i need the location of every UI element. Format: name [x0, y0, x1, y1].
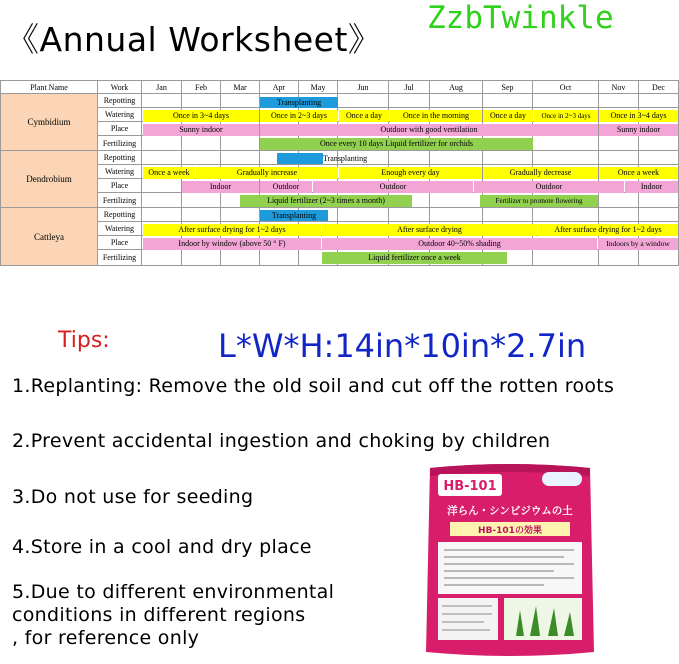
cym-place-bar-1: Sunny indoor: [143, 124, 259, 136]
cat-water-bar-1: After surface drying for 1~2 days: [143, 224, 321, 236]
grid-cell: [221, 250, 260, 266]
month-header-feb: Feb: [182, 80, 221, 94]
grid-cell: [142, 94, 182, 108]
cat-fert-bar-1: Liquid fertilizer once a week: [322, 252, 507, 264]
tip-5-line-1: 5.Due to different environmental: [12, 581, 335, 603]
grid-cell: [430, 151, 483, 165]
annual-worksheet-table: [0, 80, 679, 268]
cym-water-bar-1: Once in 3~4 days: [143, 110, 259, 122]
tip-1: 1.Replanting: Remove the old soil and cut off the rotten roots: [12, 375, 615, 397]
den-water-bar-2: Gradually increase: [196, 167, 338, 179]
grid-cell: [142, 208, 182, 222]
cym-place-bar-2: Outdoor with good ventilation: [260, 124, 598, 136]
den-place-bar-5: Indoor: [625, 181, 678, 193]
tip-2: 2.Prevent accidental ingestion and choking by children: [12, 430, 551, 452]
grid-cell: [338, 208, 389, 222]
den-place-bar-4: Outdoor: [474, 181, 624, 193]
cym-water-bar-7: Once in 3~4 days: [599, 110, 678, 122]
den-fert-bar-2: Fertilizer to promote flowering: [480, 195, 598, 207]
grid-cell: [389, 151, 430, 165]
grid-cell: [221, 136, 260, 151]
grid-cell: [599, 208, 639, 222]
month-header-jan: Jan: [142, 80, 182, 94]
work-label-fertilizing: Fertilizing: [98, 193, 142, 208]
bag-brand-text: HB-101: [443, 479, 497, 494]
grid-cell: [483, 151, 533, 165]
work-label-watering: Watering: [98, 108, 142, 122]
brand-name: ZzbTwinkle: [427, 0, 614, 36]
tip-5-line-2: conditions in different regions: [12, 604, 306, 626]
grid-cell: [533, 151, 599, 165]
grid-cell: [599, 193, 639, 208]
den-repot-label: Transplanting: [323, 154, 368, 163]
grid-cell: [430, 208, 483, 222]
cym-water-bar-5: Once a day: [483, 110, 533, 122]
grid-cell: [142, 136, 182, 151]
grid-cell: [430, 94, 483, 108]
grid-cell: [182, 136, 221, 151]
cym-water-bar-2: Once in 2~3 days: [260, 110, 338, 122]
plant-cattleya: Cattleya: [0, 208, 98, 266]
den-water-bar-4: Gradually decrease: [483, 167, 598, 179]
cat-water-bar-3: After surface drying for 1~2 days: [538, 224, 678, 236]
cym-water-bar-3: Once a day: [339, 110, 389, 122]
grid-cell: [182, 208, 221, 222]
grid-cell: [599, 136, 639, 151]
cat-place-bar-3: Indoors by a window: [598, 238, 678, 250]
bag-subtitle: HB-101の効果: [478, 526, 542, 536]
grid-cell: [430, 193, 483, 208]
grid-cell: [533, 136, 599, 151]
grid-cell: [182, 94, 221, 108]
den-water-bar-3: Enough every day: [339, 167, 482, 179]
grid-cell: [639, 94, 679, 108]
grid-cell: [142, 193, 182, 208]
grid-cell: [338, 94, 389, 108]
grid-cell: [639, 250, 679, 266]
tip-3: 3.Do not use for seeding: [12, 486, 254, 508]
grid-cell: [599, 250, 639, 266]
work-label-watering: Watering: [98, 165, 142, 179]
header-work: Work: [98, 80, 142, 94]
tips-label: Tips:: [58, 328, 110, 353]
cat-water-bar-2: After surface drying: [322, 224, 537, 236]
work-label-repotting: Repotting: [98, 94, 142, 108]
den-repot-blue: [277, 153, 323, 164]
grid-cell: [260, 250, 299, 266]
den-fert-bar-1: Liquid fertilizer (2~3 times a month): [240, 195, 412, 207]
tip-5-line-3: , for reference only: [12, 627, 200, 649]
month-header-sep: Sep: [483, 80, 533, 94]
grid-cell: [533, 208, 599, 222]
cym-water-bar-4: Once in the morning: [390, 110, 482, 122]
work-label-repotting: Repotting: [98, 151, 142, 165]
grid-cell: [639, 136, 679, 151]
grid-cell: [182, 193, 221, 208]
grid-cell: [182, 151, 221, 165]
grid-cell: [142, 179, 182, 193]
month-header-aug: Aug: [430, 80, 483, 94]
worksheet-title: 《Annual Worksheet》: [6, 20, 382, 59]
grid-cell: [639, 193, 679, 208]
month-header-jun: Jun: [338, 80, 389, 94]
work-label-fertilizing: Fertilizing: [98, 250, 142, 266]
plant-cymbidium: Cymbidium: [0, 94, 98, 151]
work-label-place: Place: [98, 236, 142, 250]
den-place-bar-2: Outdoor: [260, 181, 312, 193]
soil-bag-image: [424, 460, 596, 660]
grid-cell: [182, 250, 221, 266]
work-label-place: Place: [98, 179, 142, 193]
month-header-dec: Dec: [639, 80, 679, 94]
grid-cell: [221, 151, 260, 165]
month-header-nov: Nov: [599, 80, 639, 94]
grid-cell: [221, 94, 260, 108]
grid-cell: [639, 151, 679, 165]
month-header-jul: Jul: [389, 80, 430, 94]
cat-place-bar-2: Outdoor 40~50% shading: [322, 238, 597, 250]
den-water-bar-1: Once a week: [143, 167, 195, 179]
tip-4: 4.Store in a cool and dry place: [12, 536, 312, 558]
plant-dendrobium: Dendrobium: [0, 151, 98, 208]
month-header-may: May: [299, 80, 338, 94]
grid-cell: [599, 94, 639, 108]
cym-fert-bar-1: Once every 10 days Liquid fertilizer for orchids: [260, 138, 533, 150]
cym-water-bar-6: Once in 2~3 days: [534, 110, 598, 122]
work-label-repotting: Repotting: [98, 208, 142, 222]
month-header-oct: Oct: [533, 80, 599, 94]
cym-place-bar-3: Sunny indoor: [599, 124, 678, 136]
grid-cell: [142, 151, 182, 165]
header-plant-name: Plant Name: [0, 80, 98, 94]
work-label-fertilizing: Fertilizing: [98, 136, 142, 151]
cat-place-bar-1: Indoor by window (above 50 ° F): [143, 238, 321, 250]
month-header-mar: Mar: [221, 80, 260, 94]
bag-product-name: 洋らん・シンビジウムの土: [447, 505, 573, 517]
grid-cell: [142, 250, 182, 266]
den-water-bar-5: Once a week: [599, 167, 678, 179]
grid-cell: [483, 94, 533, 108]
grid-cell: [389, 94, 430, 108]
grid-cell: [639, 208, 679, 222]
work-label-place: Place: [98, 122, 142, 136]
work-label-watering: Watering: [98, 222, 142, 236]
den-place-bar-3: Outdoor: [313, 181, 473, 193]
grid-cell: [533, 250, 599, 266]
cym-repot-bar: Transplanting: [260, 97, 338, 108]
grid-cell: [389, 208, 430, 222]
den-place-bar-1: Indoor: [182, 181, 259, 193]
grid-cell: [221, 208, 260, 222]
product-dimensions: L*W*H:14in*10in*2.7in: [218, 327, 587, 365]
month-header-apr: Apr: [260, 80, 299, 94]
grid-cell: [533, 94, 599, 108]
grid-cell: [483, 208, 533, 222]
cat-repot-bar: Transplanting: [260, 210, 328, 221]
grid-cell: [599, 151, 639, 165]
